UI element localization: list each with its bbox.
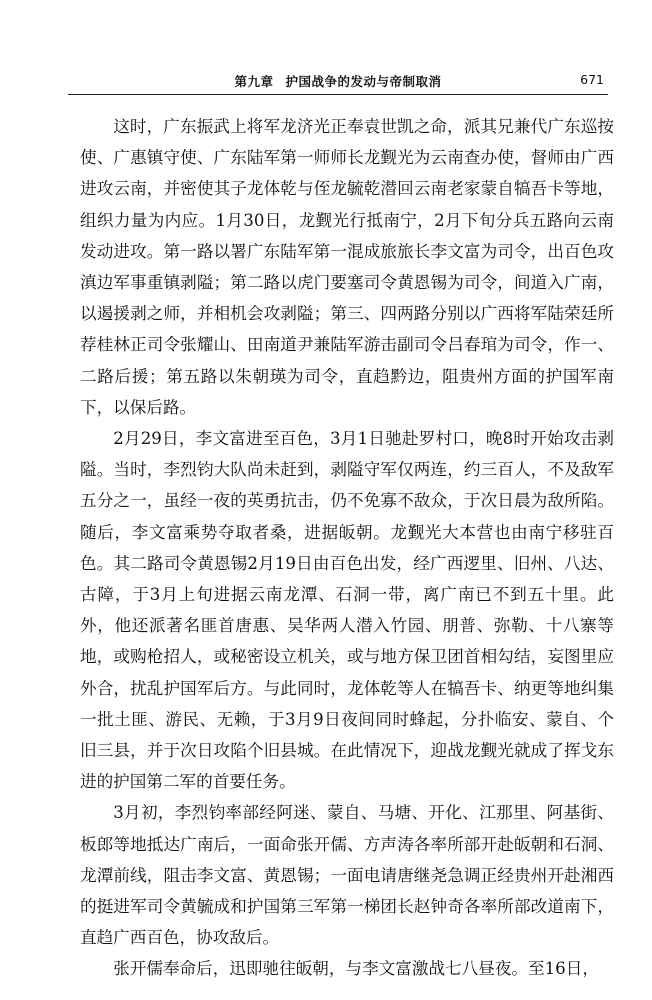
- header-title: [68, 72, 608, 90]
- running-header: [68, 72, 608, 95]
- chapter-label: 第九章: [234, 74, 274, 89]
- page-number: 671: [580, 72, 604, 87]
- paragraph-1: 这时，广东振武上将军龙济光正奉袁世凯之命，派其兄兼代广东巡按使、广惠镇守使、广东陆军第一师师长龙觐光为云南查办使，督师由广西进攻云南，并密使其子龙体乾与侄龙毓乾潜回云南老家蒙自犒吾卡等地，组织力量为内应。1月30日，龙觐光行抵南宁，2月下旬分兵五路向云南发动进攻。第一路以署广东陆军第一混成旅旅长李文富为司令，出百色攻滇边军事重镇剥隘；第二路以虎门要塞司令黄恩锡为司令，间道入广南，以遏援剥之师，并相机会攻剥隘；第三、四两路分别以广西将军陆荣廷所荐桂林正司令张耀山、田南道尹兼陆军游击副司令吕春琯为司令，作一、二路后援；第五路以朱朝瑛为司令，直趋黔边，阻贵州方面的护国军南下，以保后路。: [80, 117, 614, 417]
- paragraph-3: 3月初，李烈钧率部经阿迷、蒙自、马塘、开化、江那里、阿基街、板郎等地抵达广南后，一面命张开儒、方声涛各率所部开赴皈朝和石洞、龙潭前线，阻击李文富、黄恩锡；一面电请唐继尧急调正经贵州开赴湘西的挺进军司令黄毓成和护国第三军第一梯团长赵钟奇各率所部改道南下，直趋广西百色，协攻敌后。: [80, 803, 614, 948]
- paragraph-4: 张开儒奉命后，迅即驰往皈朝，与李文富激战七八昼夜。至16日，: [113, 959, 599, 979]
- body-text: [80, 111, 614, 985]
- paragraph-2: 2月29日，李文富进至百色，3月1日驰赴罗村口，晚8时开始攻击剥隘。当时，李烈钧大队尚未赶到，剥隘守军仅两连，约三百人，不及敌军五分之一，虽经一夜的英勇抗击，仍不免寡不敌众，于次日晨为敌所陷。随后，李文富乘势夺取者桑，进据皈朝。龙觐光大本营也由南宁移驻百色。其二路司令黄恩锡2月19日由百色出发，经广西逻里、旧州、八达、古障，于3月上旬进据云南龙潭、石洞一带，离广南已不到五十里。此外，他还派著名匪首唐惠、吴华两人潜入竹园、朋普、弥勒、十八寨等地，或购枪招人，或秘密设立机关，或与地方保卫团首相勾结，妄图里应外合，扰乱护国军后方。与此同时，龙体乾等人在犒吾卡、纳更等地纠集一批土匪、游民、无赖，于3月9日夜间同时蜂起，分扑临安、蒙自、个旧三县，并于次日攻陷个旧县城。在此情况下，迎战龙觐光就成了挥戈东进的护国第二军的首要任务。: [80, 429, 614, 792]
- chapter-title: 护国战争的发动与帝制取消: [285, 74, 442, 89]
